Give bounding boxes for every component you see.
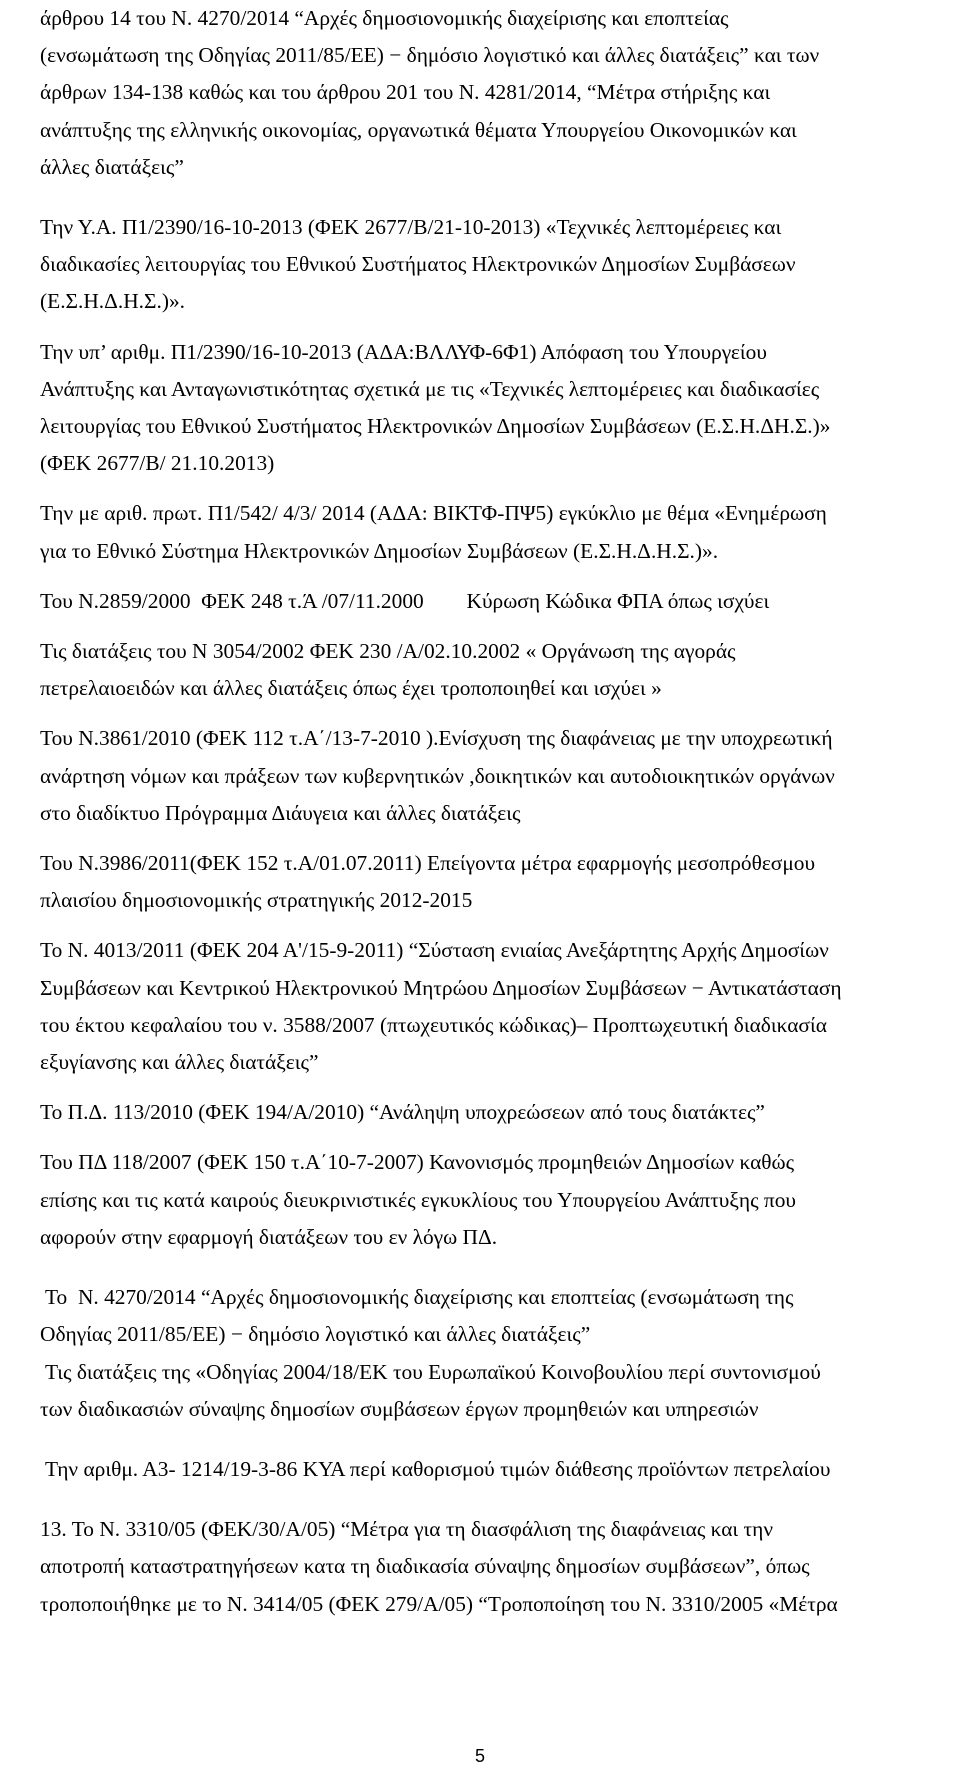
text-line: του έκτου κεφαλαίου του ν. 3588/2007 (πτωχευτικός κώδικας)– Προπτωχευτική διαδικασία — [40, 1012, 827, 1037]
paragraph-kya-a3-1214 — [40, 1451, 935, 1488]
text-line: επίσης και τις κατά καιρούς διευκρινιστικές εγκυκλίους του Υπουργείου Ανάπτυξης που — [40, 1187, 797, 1212]
text-line: πλαισίου δημοσιονομικής στρατηγικής 2012-2015 — [40, 888, 473, 913]
text-line: (ΦΕΚ 2677/Β/ 21.10.2013) — [40, 451, 275, 476]
page-number: 5 — [474, 1746, 485, 1766]
text-line: Συμβάσεων και Κεντρικού Ηλεκτρονικού Μητρώου Δημοσίων Συμβάσεων − Αντικατάσταση — [40, 975, 842, 1000]
text-line: άρθρου 14 του Ν. 4270/2014 “Αρχές δημοσιονομικής διαχείρισης και εποπτείας — [40, 6, 729, 30]
text-line: Το Π.Δ. 113/2010 (ΦΕΚ 194/Α/2010) “Ανάληψη υποχρεώσεων από τους διατάκτες” — [40, 1100, 765, 1125]
text-line: Τις διατάξεις του Ν 3054/2002 ΦΕΚ 230 /Α/02.10.2002 « Οργάνωση της αγοράς — [40, 639, 736, 664]
text-line: (Ε.Σ.Η.Δ.Η.Σ.)». — [40, 289, 185, 314]
text-line: Του Ν.3986/2011(ΦΕΚ 152 τ.Α/01.07.2011) Επείγοντα μέτρα εφαρμογής μεσοπρόθεσμου — [40, 851, 816, 876]
paragraph-decision-ministry-development — [40, 334, 935, 483]
text-line: ανάπτυξης της ελληνικής οικονομίας, οργανωτικά θέματα Υπουργείου Οικονομικών και — [40, 117, 797, 142]
text-line: (ενσωμάτωση της Οδηγίας 2011/85/ΕΕ) − δημόσιο λογιστικό και άλλες διατάξεις” και των — [40, 43, 820, 68]
paragraph-law-2859-2000 — [40, 583, 935, 620]
document-body — [40, 0, 935, 1623]
paragraph-pd-113-2010 — [40, 1094, 935, 1131]
text-line: στο διαδίκτυο Πρόγραμμα Διάυγεια και άλλες διατάξεις — [40, 800, 521, 825]
text-line: διαδικασίες λειτουργίας του Εθνικού Συστήματος Ηλεκτρονικών Δημοσίων Συμβάσεων — [40, 252, 796, 277]
text-line: λειτουργίας του Εθνικού Συστήματος Ηλεκτρονικών Δημοσίων Συμβάσεων (Ε.Σ.Η.ΔΗ.Σ.)» — [40, 414, 831, 439]
text-line: άλλες διατάξεις” — [40, 154, 184, 179]
paragraph-law-4270-2014-continuation — [40, 0, 935, 186]
paragraph-law-3861-2010 — [40, 720, 935, 832]
paragraph-circular-p1-542 — [40, 495, 935, 569]
paragraph-law-3310-05 — [40, 1511, 935, 1623]
text-line: για το Εθνικό Σύστημα Ηλεκτρονικών Δημοσίων Συμβάσεων (Ε.Σ.Η.Δ.Η.Σ.)». — [40, 538, 719, 563]
text-line: 13. Το Ν. 3310/05 (ΦΕΚ/30/Α/05) “Μέτρα για τη διασφάλιση της διαφάνειας και την — [40, 1517, 773, 1542]
text-line: Την Υ.Α. Π1/2390/16-10-2013 (ΦΕΚ 2677/Β/21-10-2013) «Τεχνικές λεπτομέρειες και — [40, 215, 782, 240]
paragraph-law-3986-2011 — [40, 845, 935, 919]
text-line: αποτροπή καταστρατηγήσεων κατα τη διαδικασία σύναψης δημοσίων συμβάσεων”, όπως — [40, 1554, 810, 1579]
text-line: Την αριθμ. Α3- 1214/19-3-86 ΚΥΑ περί καθορισμού τιμών διάθεσης προϊόντων πετρελαίου — [40, 1456, 831, 1481]
paragraph-ya-p1-2390 — [40, 209, 935, 321]
text-line: Τις διατάξεις της «Οδηγίας 2004/18/ΕΚ του Ευρωπαϊκού Κοινοβουλίου περί συντονισμού — [40, 1359, 821, 1384]
text-line: Οδηγίας 2011/85/ΕΕ) − δημόσιο λογιστικό και άλλες διατάξεις” — [40, 1322, 591, 1347]
paragraph-law-4013-2011 — [40, 932, 935, 1081]
text-line: Του Ν.2859/2000 ΦΕΚ 248 τ.Ά /07/11.2000 Κύρωση Κώδικα ΦΠΑ όπως ισχύει — [40, 588, 770, 613]
text-line: πετρελαιοειδών και άλλες διατάξεις όπως έχει τροποποιηθεί και ισχύει » — [40, 676, 662, 701]
text-line: Το Ν. 4270/2014 “Αρχές δημοσιονομικής διαχείρισης και εποπτείας (ενσωμάτωση της — [40, 1285, 794, 1310]
text-line: τροποποιήθηκε με το Ν. 3414/05 (ΦΕΚ 279/Α/05) “Τροποποίηση του Ν. 3310/2005 «Μέτρα — [40, 1591, 838, 1616]
text-line: εξυγίανσης και άλλες διατάξεις” — [40, 1050, 319, 1075]
text-line: αφορούν στην εφαρμογή διατάξεων του εν λόγω ΠΔ. — [40, 1224, 498, 1249]
paragraph-law-4270-and-directive — [40, 1279, 935, 1428]
paragraph-law-3054-2002 — [40, 633, 935, 707]
text-line: των διαδικασιών σύναψης δημοσίων συμβάσεων έργων προμηθειών και υπηρεσιών — [40, 1396, 759, 1421]
text-line: Ανάπτυξης και Ανταγωνιστικότητας σχετικά με τις «Τεχνικές λεπτομέρειες και διαδικασίες — [40, 376, 820, 401]
text-line: Την υπ’ αριθμ. Π1/2390/16-10-2013 (ΑΔΑ:ΒΛΛΥΦ-6Φ1) Απόφαση του Υπουργείου — [40, 339, 767, 364]
text-line: άρθρων 134-138 καθώς και του άρθρου 201 του Ν. 4281/2014, “Μέτρα στήριξης και — [40, 80, 771, 105]
text-line: ανάρτηση νόμων και πράξεων των κυβερνητικών ,δοικητικών και αυτοδιοικητικών οργάνων — [40, 763, 835, 788]
paragraph-pd-118-2007 — [40, 1144, 935, 1256]
text-line: Του ΠΔ 118/2007 (ΦΕΚ 150 τ.Α΄10-7-2007) Κανονισμός προμηθειών Δημοσίων καθώς — [40, 1150, 795, 1175]
text-line: Την με αριθ. πρωτ. Π1/542/ 4/3/ 2014 (ΑΔΑ: ΒΙΚΤΦ-ΠΨ5) εγκύκλιο με θέμα «Ενημέρωση — [40, 501, 827, 526]
text-line: Το Ν. 4013/2011 (ΦΕΚ 204 Α'/15-9-2011) “Σύσταση ενιαίας Ανεξάρτητης Αρχής Δημοσίων — [40, 938, 829, 963]
text-line: Του Ν.3861/2010 (ΦΕΚ 112 τ.Α΄/13-7-2010 ).Ενίσχυση της διαφάνειας με την υποχρεωτική — [40, 726, 833, 751]
